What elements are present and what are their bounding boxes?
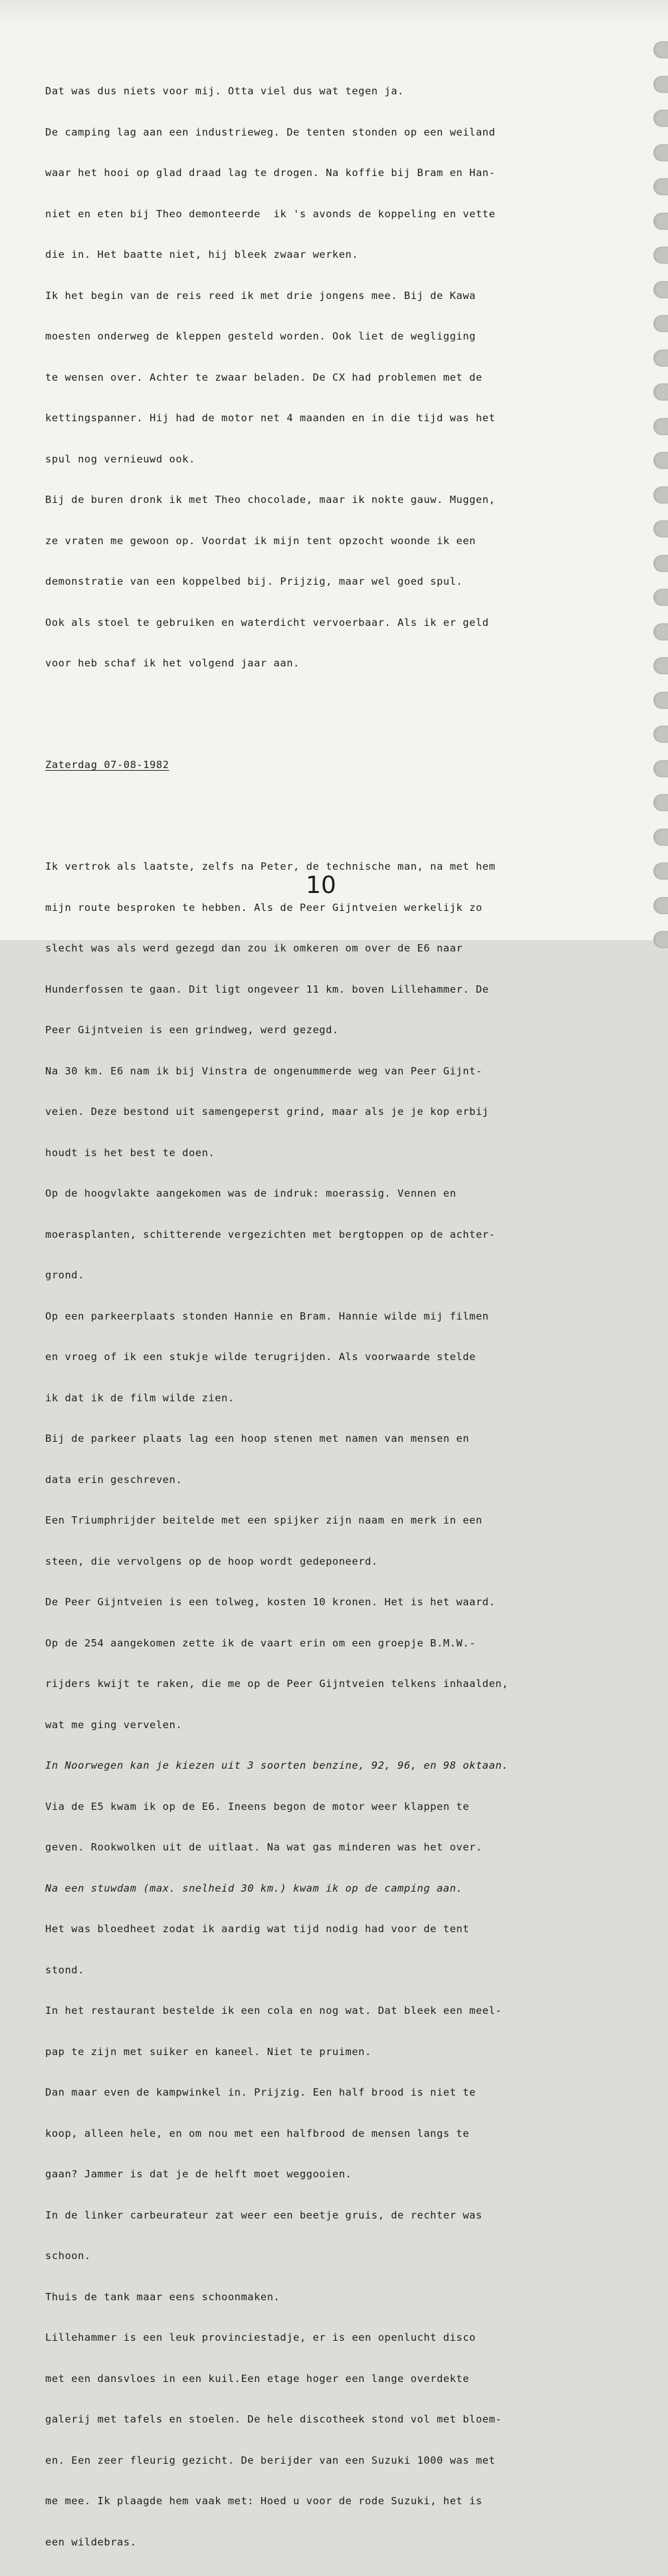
text-line: Na 30 km. E6 nam ik bij Vinstra de ongenummerde weg van Peer Gijnt- <box>45 1064 483 1077</box>
binder-hole <box>653 281 668 298</box>
text-line: Na een stuwdam (max. snelheid 30 km.) kwam ik op de camping aan. <box>45 1882 463 1894</box>
text-line: In Noorwegen kan je kiezen uit 3 soorten benzine, 92, 96, en 98 oktaan. <box>45 1759 508 1771</box>
text-line: veien. Deze bestond uit samengeperst grind, maar als je je kop erbij <box>45 1106 489 1118</box>
text-line: me mee. Ik plaagde hem vaak met: Hoed u voor de rode Suzuki, het is <box>45 2495 483 2507</box>
binder-hole <box>653 829 668 846</box>
text-line: moerasplanten, schitterende vergezichten met bergtoppen op de achter- <box>45 1228 496 1240</box>
binder-hole <box>653 589 668 606</box>
binder-hole <box>653 178 668 195</box>
text-line: slecht was als werd gezegd dan zou ik omkeren om over de E6 naar <box>45 942 463 954</box>
text-line: De Peer Gijntveien is een tolweg, kosten 10 kronen. Het is het waard. <box>45 1596 496 1608</box>
text-line: Via de E5 kwam ik op de E6. Ineens begon de motor weer klappen te <box>45 1800 470 1813</box>
binder-hole <box>653 692 668 709</box>
text-line: Dan maar even de kampwinkel in. Prijzig. Een half brood is niet te <box>45 2086 476 2098</box>
text-line: een wildebras. <box>45 2535 137 2548</box>
text-line: rijders kwijt te raken, die me op de Peer Gijntveien telkens inhaalden, <box>45 1678 508 1690</box>
text-line: spul nog vernieuwd ook. <box>45 452 195 465</box>
text-line: Lillehammer is een leuk provinciestadje, er is een openlucht disco <box>45 2331 476 2343</box>
binder-hole <box>653 931 668 948</box>
binder-hole <box>653 760 668 777</box>
text-line: Bij de parkeer plaats lag een hoop stenen met namen van mensen en <box>45 1433 470 1444</box>
text-line: Het was bloedheet zodat ik aardig wat tijd nodig had voor de tent <box>45 1923 470 1935</box>
text-line: stond. <box>45 1963 84 1976</box>
text-line: ik dat ik de film wilde zien. <box>45 1391 235 1404</box>
text-line: gaan? Jammer is dat je de helft moet weggooien. <box>45 2168 352 2180</box>
text-line: met een dansvloes in een kuil.Een etage hoger een lange overdekte <box>45 2372 470 2385</box>
binder-hole <box>653 76 668 93</box>
text-line: te wensen over. Achter te zwaar beladen. De CX had problemen met de <box>45 371 483 383</box>
section-heading: Zaterdag 07-08-1982 <box>45 759 169 771</box>
text-line: ze vraten me gewoon op. Voordat ik mijn tent opzocht woonde ik een <box>45 534 476 547</box>
text-line: koop, alleen hele, en om nou met een halfbrood de mensen langs te <box>45 2127 470 2139</box>
binder-hole <box>653 110 668 127</box>
text-line: waar het hooi op glad draad lag te drogen. Na koffie bij Bram en Han- <box>45 167 496 179</box>
text-line: moesten onderweg de kleppen gesteld worden. Ook liet de wegligging <box>45 330 476 342</box>
binder-hole <box>653 897 668 914</box>
paragraph-gap <box>45 711 630 731</box>
binder-hole <box>653 213 668 230</box>
text-line: en vroeg of ik een stukje wilde terugrijden. Als voorwaarde stelde <box>45 1351 476 1363</box>
text-line: data erin geschreven. <box>45 1473 183 1486</box>
binder-hole <box>653 623 668 641</box>
text-line: Peer Gijntveien is een grindweg, werd gezegd. <box>45 1024 339 1036</box>
text-line: grond. <box>45 1269 84 1281</box>
binder-hole <box>653 247 668 264</box>
text-line: schoon. <box>45 2250 91 2262</box>
text-line: Op de hoogvlakte aangekomen was de indruk: moerassig. Vennen en <box>45 1187 457 1199</box>
text-line: De camping lag aan een industrieweg. De tenten stonden op een weiland <box>45 126 496 138</box>
text-line: Ik het begin van de reis reed ik met drie jongens mee. Bij de Kawa <box>45 289 476 302</box>
binder-hole <box>653 862 668 880</box>
binder-hole <box>653 349 668 367</box>
page-number: 10 <box>306 872 336 899</box>
binder-holes <box>641 0 668 940</box>
binder-hole <box>653 486 668 504</box>
text-line: geven. Rookwolken uit de uitlaat. Na wat gas minderen was het over. <box>45 1841 483 1853</box>
binder-hole <box>653 520 668 538</box>
text-line: Bij de buren dronk ik met Theo chocolade, maar ik nokte gauw. Muggen, <box>45 494 496 506</box>
text-line: die in. Het baatte niet, hij bleek zwaar werken. <box>45 248 359 260</box>
text-line: Op een parkeerplaats stonden Hannie en Bram. Hannie wilde mij filmen <box>45 1310 489 1322</box>
body-text <box>45 57 630 2576</box>
page-top-shadow <box>0 0 668 27</box>
paragraph-gap <box>45 799 630 819</box>
text-line: voor heb schaf ik het volgend jaar aan. <box>45 657 300 669</box>
text-line: In de linker carbeurateur zat weer een beetje gruis, de rechter was <box>45 2209 483 2221</box>
text-line: pap te zijn met suiker en kaneel. Niet te pruimen. <box>45 2045 372 2058</box>
text-line: mijn route besproken te hebben. Als de Peer Gijntveien werkelijk zo <box>45 901 483 914</box>
text-line: Hunderfossen te gaan. Dit ligt ongeveer 11 km. boven Lillehammer. De <box>45 983 489 995</box>
text-line: demonstratie van een koppelbed bij. Prijzig, maar wel goed spul. <box>45 575 463 587</box>
text-line: niet en eten bij Theo demonteerde ik 's avonds de koppeling en vette <box>45 207 496 220</box>
binder-hole <box>653 657 668 674</box>
binder-hole <box>653 383 668 401</box>
text-line: galerij met tafels en stoelen. De hele discotheek stond vol met bloem- <box>45 2413 502 2425</box>
text-line: steen, die vervolgens op de hoop wordt gedeponeerd. <box>45 1555 378 1567</box>
text-line: Dat was dus niets voor mij. Otta viel dus wat tegen ja. <box>45 85 404 97</box>
text-line: en. Een zeer fleurig gezicht. De berijder van een Suzuki 1000 was met <box>45 2454 496 2466</box>
text-line: Op de 254 aangekomen zette ik de vaart erin om een groepje B.M.W.- <box>45 1636 476 1649</box>
binder-hole <box>653 418 668 435</box>
text-line: kettingspanner. Hij had de motor net 4 maanden en in die tijd was het <box>45 412 496 424</box>
binder-hole <box>653 41 668 58</box>
text-line: Ik vertrok als laatste, zelfs na Peter, de technische man, na met hem <box>45 860 496 872</box>
text-line: Een Triumphrijder beitelde met een spijker zijn naam en merk in een <box>45 1514 483 1526</box>
text-line: houdt is het best te doen. <box>45 1146 215 1159</box>
text-line: Ook als stoel te gebruiken en waterdicht vervoerbaar. Als ik er geld <box>45 616 489 629</box>
text-line: In het restaurant bestelde ik een cola en nog wat. Dat bleek een meel- <box>45 2005 502 2017</box>
binder-hole <box>653 555 668 572</box>
binder-hole <box>653 144 668 161</box>
binder-hole <box>653 315 668 332</box>
binder-hole <box>653 794 668 811</box>
binder-hole <box>653 452 668 469</box>
text-line: Thuis de tank maar eens schoonmaken. <box>45 2290 280 2303</box>
binder-hole <box>653 726 668 743</box>
text-line: wat me ging vervelen. <box>45 1718 183 1731</box>
